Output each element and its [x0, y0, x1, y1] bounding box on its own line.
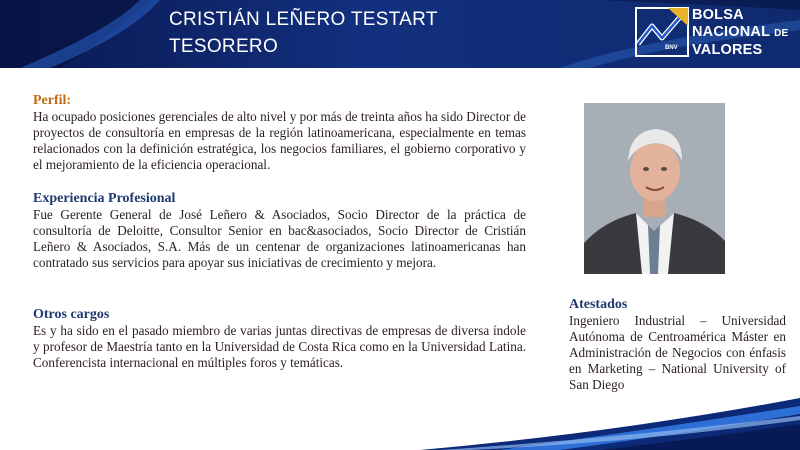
experiencia-text: Fue Gerente General de José Leñero & Asociados, Socio Director de la práctica de consultoría de Deloitte, Consultor Senior en bac&asociados, Socio Director de Cristián Leñero & Asociados, S.A. Más de un centenar de organizaciones latinoamericanas han contratado sus servicios para apoyar sus iniciativas de crecimiento y mejora. — [33, 207, 526, 270]
footer-wave-decoration — [0, 392, 800, 450]
page-title-name: CRISTIÁN LEÑERO TESTART — [169, 9, 438, 30]
logo-badge: BNV — [665, 45, 678, 51]
perfil-section — [33, 93, 526, 173]
experiencia-section — [33, 191, 526, 271]
otros-cargos-heading: Otros cargos — [33, 307, 110, 322]
bnv-logo — [632, 4, 794, 64]
otros-cargos-text: Es y ha sido en el pasado miembro de varias juntas directivas de empresas de diversa índole y profesor de Maestría tanto en la Universidad de Costa Rica como en la Universidad Latina. Conferencista internacional en múltiples foros y temáticas. — [33, 323, 526, 370]
portrait-illustration — [584, 103, 725, 274]
atestados-text: Ingeniero Industrial – Universidad Autónoma de Centroamérica Máster en Administración de Negocios con énfasis en Marketing – National University of San Diego — [569, 313, 786, 392]
logo-line2-suffix: DE — [774, 28, 789, 39]
logo-line3: VALORES — [692, 42, 763, 58]
bnv-logo-mark-icon — [632, 4, 692, 60]
otros-cargos-section — [33, 307, 526, 371]
profile-photo — [584, 103, 725, 274]
perfil-heading: Perfil: — [33, 93, 72, 108]
atestados-heading: Atestados — [569, 297, 628, 312]
logo-line2: NACIONAL — [692, 24, 770, 40]
logo-wordmark — [692, 7, 788, 59]
experiencia-heading: Experiencia Profesional — [33, 191, 176, 206]
logo-line1: BOLSA — [692, 7, 744, 23]
header-banner — [0, 0, 800, 68]
perfil-text: Ha ocupado posiciones gerenciales de alto nivel y por más de treinta años ha sido Director de proyectos de consultoría en empresas de la región latinoamericana, especialmente en temas relacionados con la definición estratégica, los negocios familiares, el gobierno corporativo y el mejoramiento de la eficiencia operacional. — [33, 109, 526, 172]
page-title-role: TESORERO — [169, 36, 279, 57]
atestados-section — [569, 297, 786, 393]
